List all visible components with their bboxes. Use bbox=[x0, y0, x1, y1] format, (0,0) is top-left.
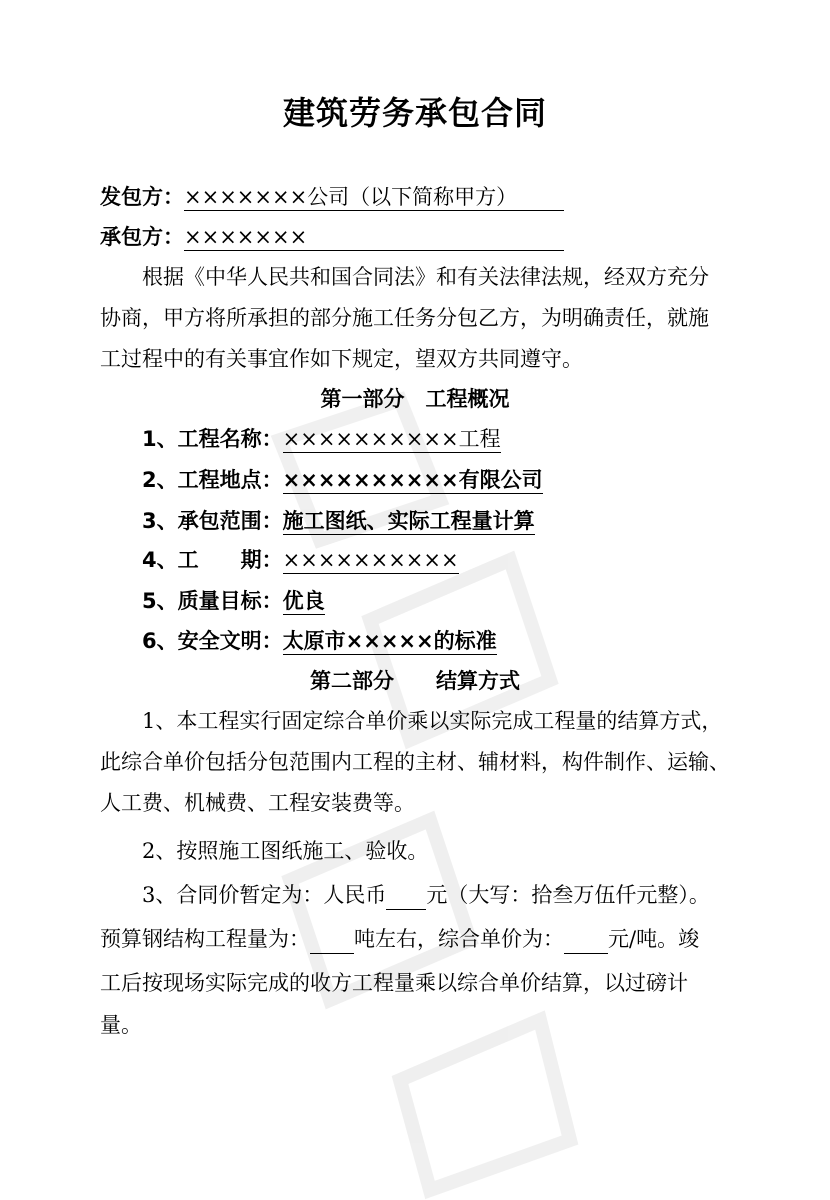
overview-item-scope bbox=[142, 506, 535, 536]
employer-value: ×××××××公司（以下简称甲方） bbox=[184, 184, 564, 211]
item-label: 6、安全文明： bbox=[142, 629, 283, 653]
clause2-line: 2、按照施工图纸施工、验收。 bbox=[142, 839, 429, 863]
clause3-line-2 bbox=[100, 924, 699, 954]
item-value: 施工图纸、实际工程量计算 bbox=[282, 509, 535, 533]
intro-line-2: 协商，甲方将所承担的部分施工任务分包乙方，为明确责任，就施 bbox=[100, 306, 709, 330]
employer-label: 发包方： bbox=[100, 185, 184, 209]
intro-line-3: 工过程中的有关事宜作如下规定，望双方共同遵守。 bbox=[100, 347, 583, 371]
amount-blank bbox=[386, 887, 426, 910]
overview-item-location bbox=[142, 465, 543, 495]
clause3-line-3: 工后按现场实际完成的收方工程量乘以综合单价结算，以过磅计 bbox=[100, 971, 688, 995]
item-value: ×××××××××× bbox=[282, 548, 459, 572]
clause1-line-1: 1、本工程实行固定综合单价乘以实际完成工程量的结算方式， bbox=[142, 709, 723, 733]
clause3-line-1 bbox=[142, 880, 710, 910]
item-value: ××××××××××工程 bbox=[282, 427, 501, 451]
clause3-text: 3、合同价暂定为：人民币 bbox=[142, 883, 387, 907]
clause3-text: 元/吨。竣 bbox=[608, 927, 700, 951]
item-label: 5、质量目标： bbox=[142, 589, 283, 613]
clause3-text: 元（大写：拾叁万伍仟元整）。 bbox=[426, 883, 710, 907]
item-value: 优良 bbox=[282, 589, 325, 613]
clause1-line-3: 人工费、机械费、工程安装费等。 bbox=[100, 791, 415, 815]
item-label: 4、工 期： bbox=[142, 548, 283, 572]
overview-item-quality bbox=[142, 586, 325, 616]
unit-price-blank bbox=[564, 931, 608, 954]
overview-item-period bbox=[142, 545, 459, 575]
contractor-value: ××××××× bbox=[184, 224, 564, 251]
quantity-blank bbox=[310, 931, 354, 954]
item-label: 2、工程地点： bbox=[142, 468, 283, 492]
overview-item-safety bbox=[142, 626, 497, 656]
overview-item-name bbox=[142, 424, 501, 454]
item-value: 太原市×××××的标准 bbox=[282, 629, 497, 653]
item-value: ××××××××××有限公司 bbox=[282, 468, 543, 492]
part2-heading: 第二部分 结算方式 bbox=[310, 669, 520, 693]
employer-line bbox=[100, 182, 564, 212]
clause1-line-2: 此综合单价包括分包范围内工程的主材、辅材料，构件制作、运输、 bbox=[100, 750, 730, 774]
contract-title: 建筑劳务承包合同 bbox=[282, 94, 547, 132]
intro-line-1: 根据《中华人民共和国合同法》和有关法律法规，经双方充分 bbox=[142, 265, 709, 289]
clause3-line-4: 量。 bbox=[100, 1013, 142, 1037]
part1-heading: 第一部分 工程概况 bbox=[320, 387, 510, 411]
contractor-label: 承包方： bbox=[100, 225, 184, 249]
item-label: 3、承包范围： bbox=[142, 509, 283, 533]
contractor-line bbox=[100, 222, 564, 252]
clause3-text: 吨左右，综合单价为： bbox=[354, 927, 564, 951]
item-label: 1、工程名称： bbox=[142, 427, 283, 451]
clause3-text: 预算钢结构工程量为： bbox=[100, 927, 310, 951]
